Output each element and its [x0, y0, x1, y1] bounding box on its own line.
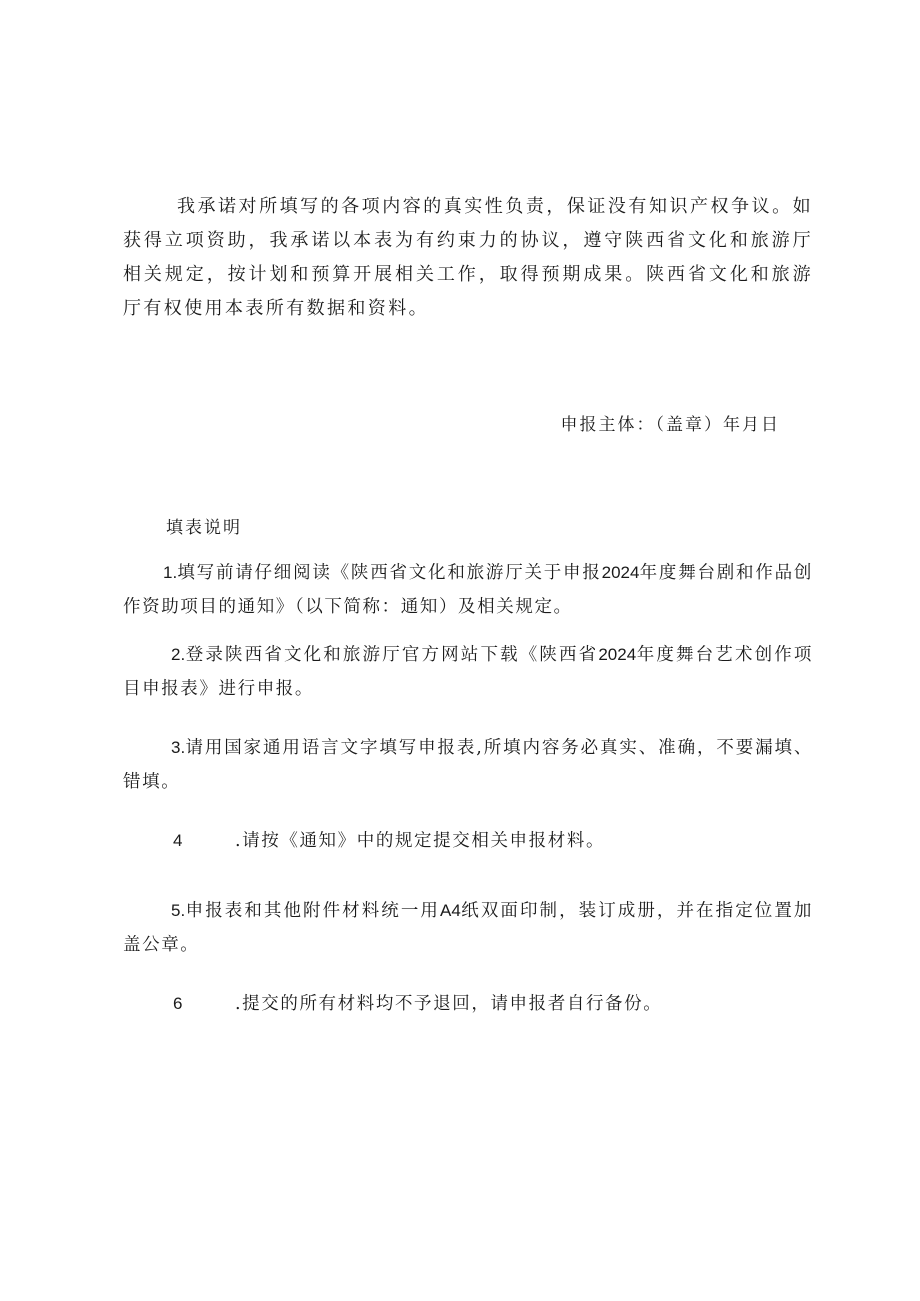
note-paper-size: A4: [440, 901, 461, 920]
note-number: 6: [173, 994, 185, 1013]
pledge-paragraph: 我承诺对所填写的各项内容的真实性负责，保证没有知识产权争议。如获得立项资助，我承诺以本表为有约束力的协议，遵守陕西省文化和旅游厅相关规定，按计划和预算开展相关工作，取得预期成果。陕西省文化和旅游厅有权使用本表所有数据和资料。: [123, 196, 813, 319]
note-number: 4: [173, 831, 185, 850]
note-number: 3.: [171, 738, 186, 757]
signature-line: 申报主体：（盖章）年月日: [560, 415, 780, 435]
note-text: 申报表和其他附件材料统一用: [185, 901, 441, 921]
note-text: 年度舞台剧和作品创作资助项目的通知》（以下简称：通知）及相关规定。: [123, 563, 813, 617]
note-item-1: [123, 556, 813, 624]
note-number: 2.: [171, 645, 186, 664]
notes-title: 填表说明: [166, 518, 242, 538]
note-item-6: [123, 987, 813, 1021]
note-item-2: [123, 638, 813, 706]
note-year: 2024: [598, 645, 637, 664]
note-number: 5.: [171, 901, 186, 920]
note-text: 填写前请仔细阅读《陕西省文化和旅游厅关于申报: [177, 563, 602, 583]
note-text: 登录陕西省文化和旅游厅官方网站下载《陕西省: [185, 645, 599, 665]
note-text: 纸双面印制，装订成册，并在指定位置加盖公章。: [123, 901, 813, 955]
note-text: 年度舞台艺术创作项目申报表》进行申报。: [123, 645, 813, 699]
note-item-4: [123, 824, 813, 858]
note-year: 2024: [601, 563, 640, 582]
note-text: .请按《通知》中的规定提交相关申报材料。: [235, 831, 606, 851]
note-text: .提交的所有材料均不予退回，请申报者自行备份。: [235, 994, 663, 1014]
note-item-5: [123, 894, 813, 962]
note-item-3: [123, 731, 813, 799]
note-number: 1.: [163, 563, 178, 582]
note-text: 请用国家通用语言文字填写申报表,所填内容务必真实、准确，不要漏填、错填。: [123, 738, 813, 792]
